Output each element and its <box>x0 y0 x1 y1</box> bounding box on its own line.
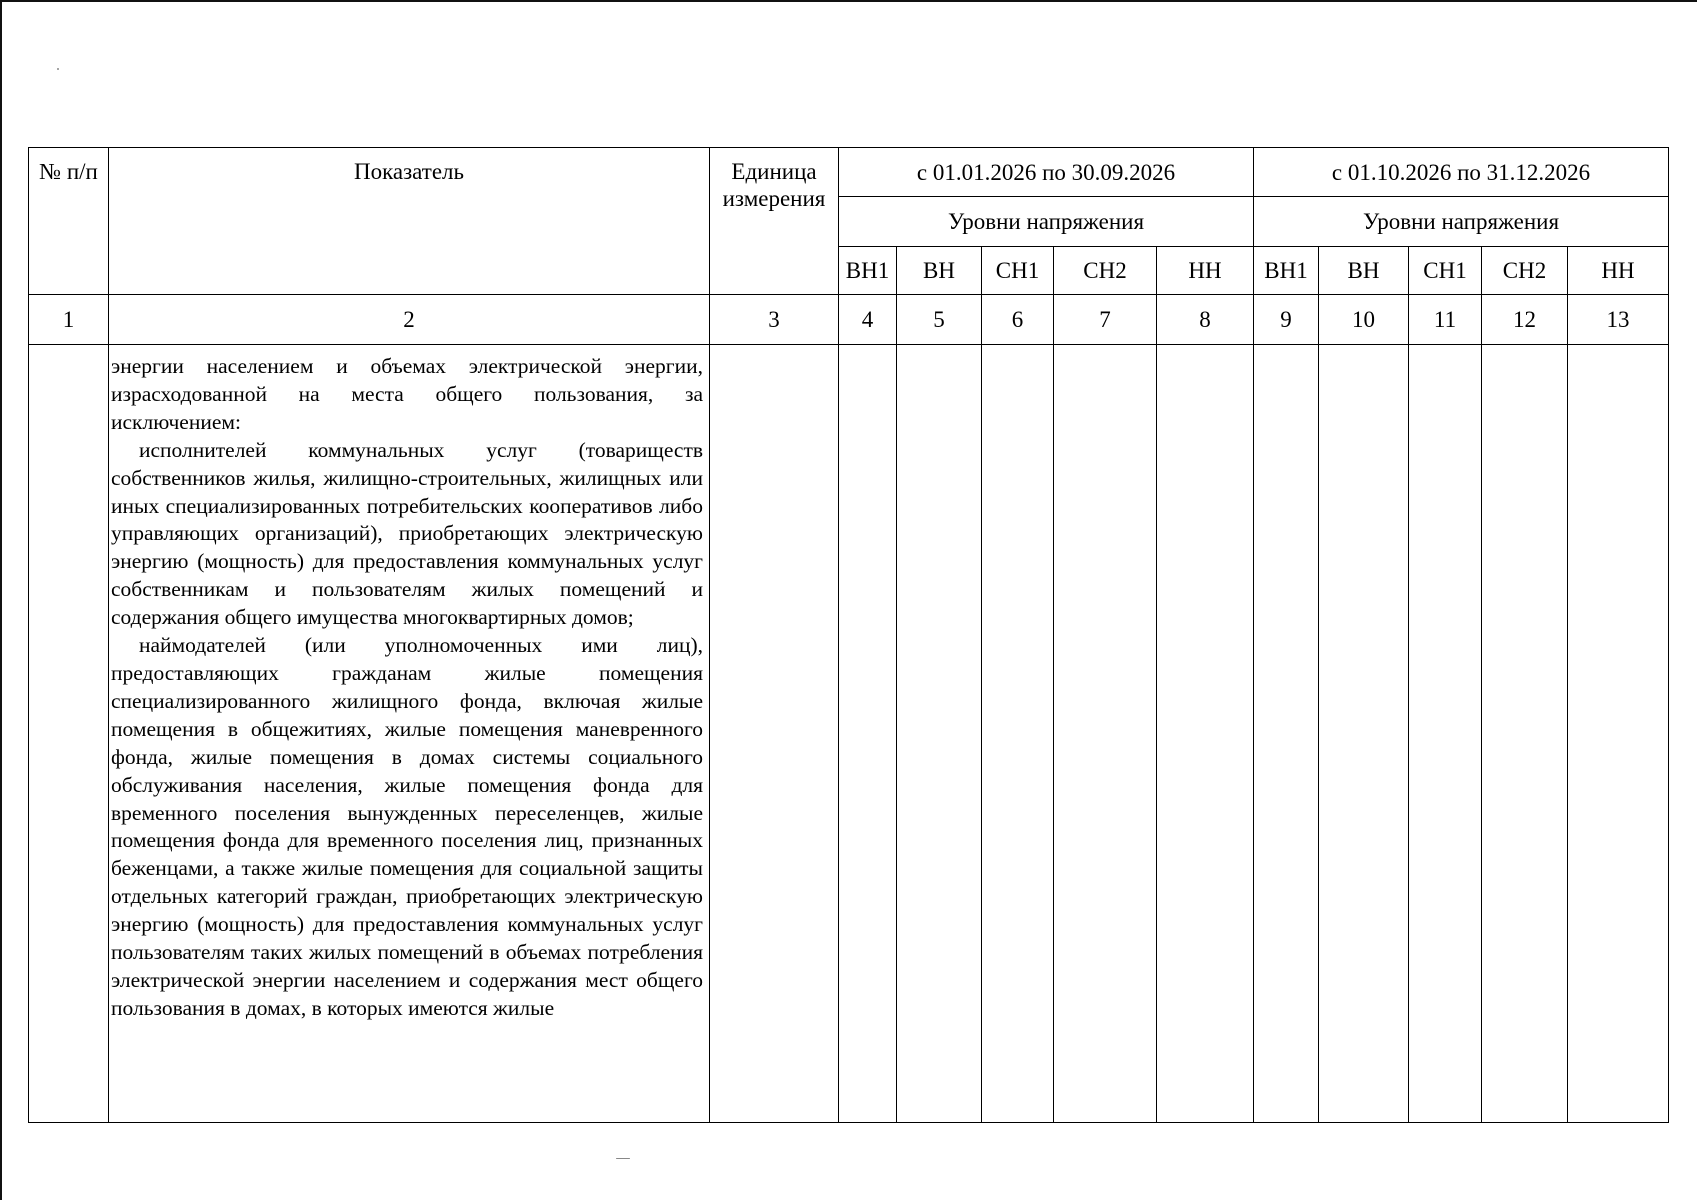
cell-value <box>1409 345 1482 1123</box>
column-number: 6 <box>982 295 1054 345</box>
cell-value <box>839 345 897 1123</box>
level-sn2: СН2 <box>1054 247 1157 295</box>
cell-value <box>982 345 1054 1123</box>
header-num: № п/п <box>29 148 109 295</box>
header-unit: Единица измерения <box>710 148 839 295</box>
cell-value <box>1157 345 1254 1123</box>
cell-num <box>29 345 109 1123</box>
header-voltage-levels-1: Уровни напряжения <box>839 197 1254 247</box>
column-number: 12 <box>1482 295 1568 345</box>
cell-value <box>1319 345 1409 1123</box>
cell-value <box>1568 345 1669 1123</box>
level-sn2: СН2 <box>1482 247 1568 295</box>
header-period-2: с 01.10.2026 по 31.12.2026 <box>1254 148 1669 197</box>
column-number: 11 <box>1409 295 1482 345</box>
column-number: 13 <box>1568 295 1669 345</box>
page-edge-top <box>0 0 1697 2</box>
level-nn: НН <box>1157 247 1254 295</box>
level-vn1: ВН1 <box>839 247 897 295</box>
level-vn1: ВН1 <box>1254 247 1319 295</box>
cell-value <box>1254 345 1319 1123</box>
column-number: 3 <box>710 295 839 345</box>
level-nn: НН <box>1568 247 1669 295</box>
column-number: 8 <box>1157 295 1254 345</box>
header-voltage-levels-2: Уровни напряжения <box>1254 197 1669 247</box>
column-number: 10 <box>1319 295 1409 345</box>
header-period-1: с 01.01.2026 по 30.09.2026 <box>839 148 1254 197</box>
cell-value <box>1054 345 1157 1123</box>
column-number: 4 <box>839 295 897 345</box>
column-number: 7 <box>1054 295 1157 345</box>
level-sn1: СН1 <box>982 247 1054 295</box>
column-number: 1 <box>29 295 109 345</box>
indicator-text <box>109 345 709 1023</box>
header-indicator: Показатель <box>109 148 710 295</box>
level-sn1: СН1 <box>1409 247 1482 295</box>
tariff-table <box>28 147 1669 1123</box>
table-row <box>29 345 1669 1123</box>
scan-speck <box>57 68 59 70</box>
cell-unit <box>710 345 839 1123</box>
cell-value <box>1482 345 1568 1123</box>
column-number: 5 <box>897 295 982 345</box>
level-vn: ВН <box>1319 247 1409 295</box>
column-number: 2 <box>109 295 710 345</box>
cell-indicator <box>109 345 710 1123</box>
indicator-paragraph: энергии населением и объемах электрической энергии, израсходованной на места общего пользования, за исключением: <box>111 354 703 434</box>
scan-speck <box>616 1158 630 1159</box>
level-vn: ВН <box>897 247 982 295</box>
indicator-paragraph: наймодателей (или уполномоченных ими лиц), предоставляющих гражданам жилые помещения специализированного жилищного фонда, включая жилые помещения в общежитиях, жилые помещения маневренного фонда, жилые помещения в домах системы социального обслуживания населения, жилые помещения фонда для временного поселения вынужденных переселенцев, жилые помещения фонда для временного поселения лиц, признанных беженцами, а также жилые помещения для социальной защиты отдельных категорий граждан, приобретающих электрическую энергию (мощность) для предоставления коммунальных услуг пользователям таких жилых помещений в объемах потребления электрической энергии населением и содержания мест общего пользования в домах, в которых имеются жилые <box>111 633 703 1020</box>
indicator-paragraph: исполнителей коммунальных услуг (товариществ собственников жилья, жилищно-строительных, жилищных или иных специализированных потребительских кооперативов либо управляющих организаций), приобретающих электрическую энергию (мощность) для предоставления коммунальных услуг собственникам и пользователям жилых помещений и содержания общего имущества многоквартирных домов; <box>111 437 703 630</box>
page-edge-left <box>0 0 2 1200</box>
cell-value <box>897 345 982 1123</box>
column-number: 9 <box>1254 295 1319 345</box>
